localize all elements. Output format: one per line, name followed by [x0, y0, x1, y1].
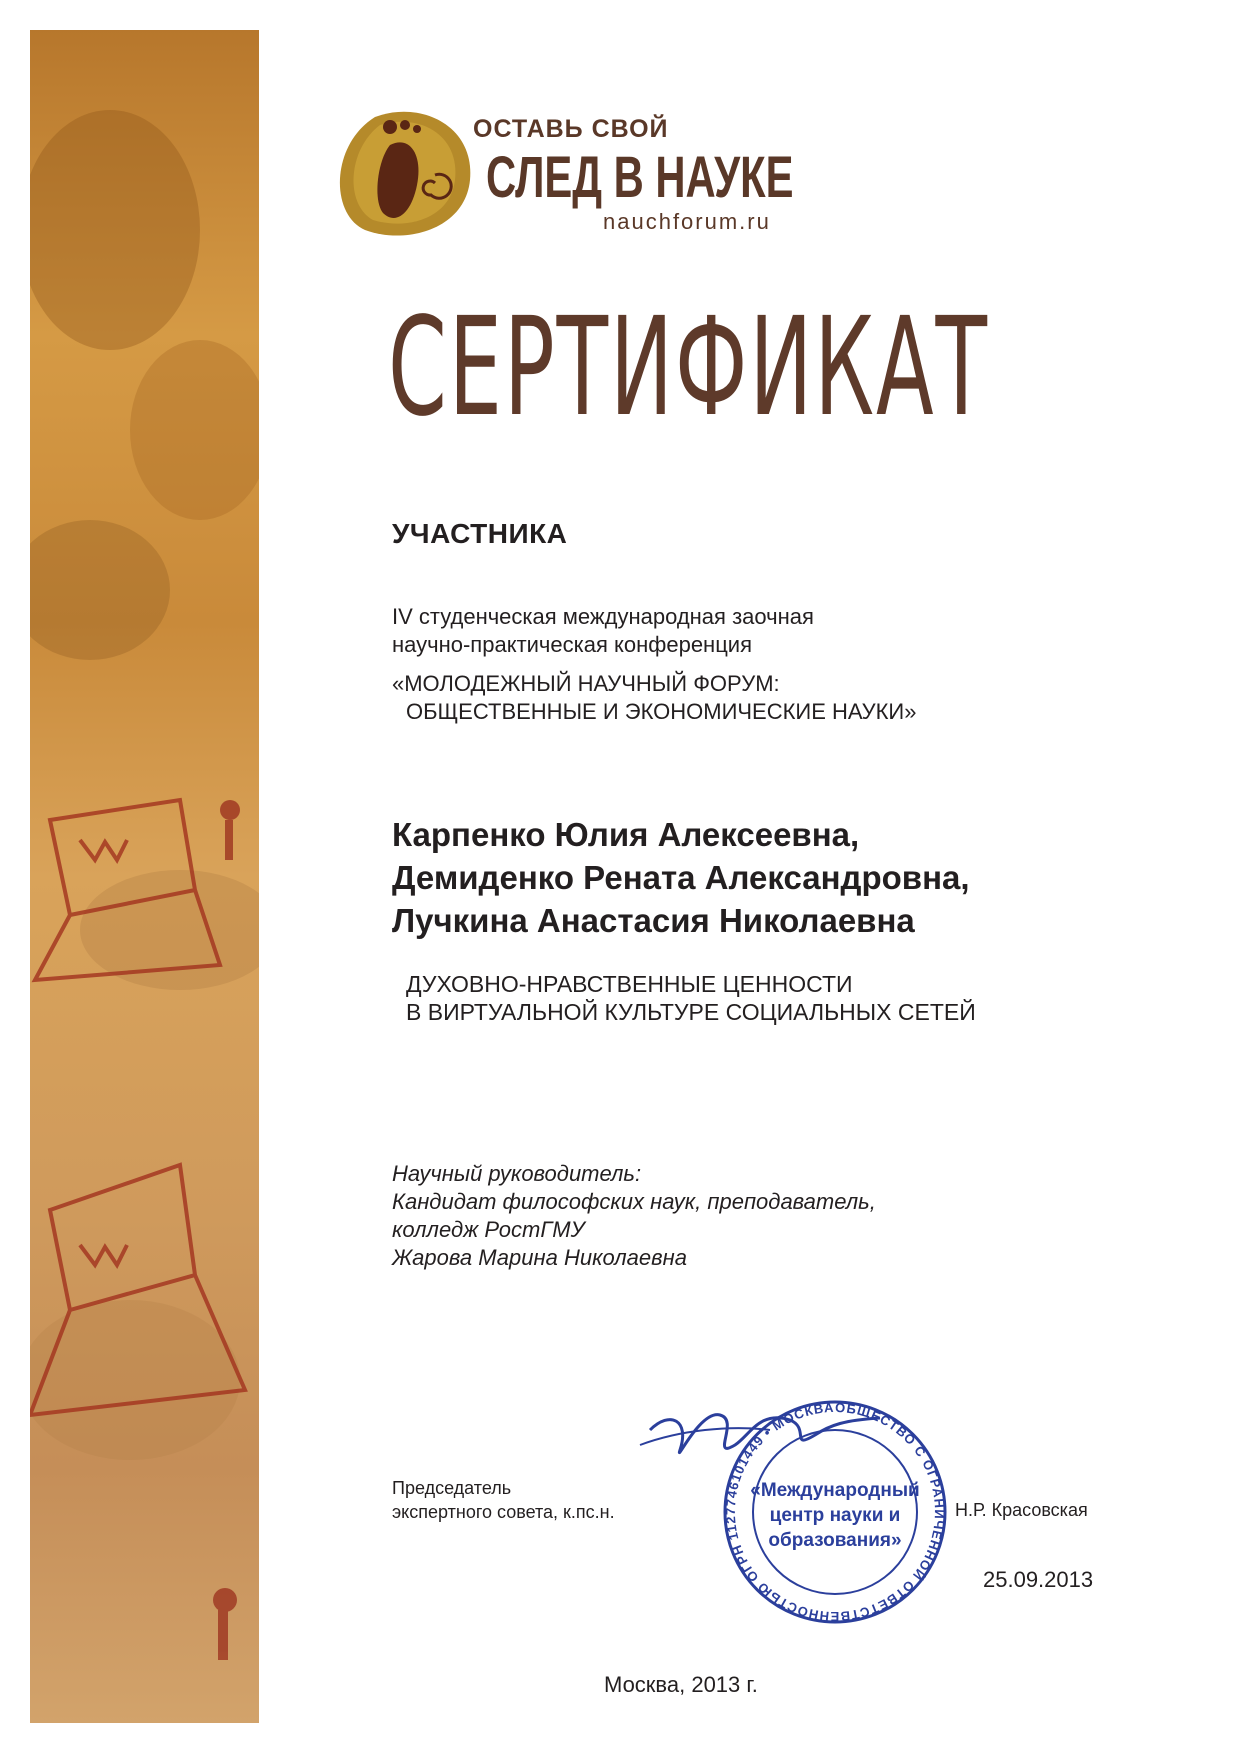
issue-place: Москва, 2013 г. — [604, 1672, 758, 1697]
advisor-label: Научный руководитель: — [392, 1161, 642, 1186]
conference-name-line: «МОЛОДЕЖНЫЙ НАУЧНЫЙ ФОРУМ: — [392, 671, 780, 696]
logo-website: nauchforum.ru — [603, 209, 771, 234]
stamp-line: образования» — [768, 1530, 902, 1551]
footprint-stone-logo-icon — [335, 105, 480, 250]
topic-line: ДУХОВНО-НРАВСТВЕННЫЕ ЦЕННОСТИ — [406, 971, 853, 997]
paper-topic — [406, 970, 976, 1026]
stamp-ring-text: ОБЩЕСТВО С ОГРАНИЧЕННОЙ ОТВЕТСТВЕННОСТЬЮ ОГРН 1127746101449 • МОСКВА • — [637, 1378, 948, 1625]
stamp-line: центр науки и — [769, 1505, 901, 1526]
issue-date: 25.09.2013 — [983, 1567, 1094, 1592]
conference-line: IV студенческая международная заочная — [392, 604, 814, 629]
chair-role-line: экспертного совета, к.пс.н. — [392, 1502, 615, 1522]
advisor-name: Жарова Марина Николаевна — [392, 1245, 687, 1270]
logo-title: СЛЕД В НАУКЕ — [486, 145, 794, 210]
author-name: Демиденко Рената Александровна, — [392, 859, 970, 896]
advisor-affiliation: колледж РостГМУ — [392, 1217, 585, 1242]
conference-name — [392, 670, 916, 726]
certificate-title: СЕРТИФИКАТ — [388, 289, 989, 447]
recipient-role: УЧАСТНИКА — [392, 518, 568, 549]
chair-name: Н.Р. Красовская — [955, 1500, 1088, 1520]
topic-line: В ВИРТУАЛЬНОЙ КУЛЬТУРЕ СОЦИАЛЬНЫХ СЕТЕЙ — [406, 999, 976, 1025]
official-stamp — [637, 1378, 948, 1630]
decorative-side-strip — [30, 30, 259, 1723]
chair-role — [392, 1476, 615, 1524]
author-name: Лучкина Анастасия Николаевна — [392, 902, 915, 939]
stamp-organization — [750, 1478, 920, 1553]
stamp-line: «Международный — [750, 1480, 920, 1501]
conference-line: научно-практическая конференция — [392, 632, 753, 657]
conference-description — [392, 603, 814, 659]
author-name: Карпенко Юлия Алексеевна, — [392, 816, 860, 853]
scientific-advisor — [392, 1160, 876, 1272]
advisor-title: Кандидат философских наук, преподаватель, — [392, 1189, 876, 1214]
conference-name-line: ОБЩЕСТВЕННЫЕ И ЭКОНОМИЧЕСКИЕ НАУКИ» — [406, 699, 917, 724]
chair-role-line: Председатель — [392, 1478, 512, 1498]
logo — [335, 105, 805, 255]
logo-tagline: ОСТАВЬ СВОЙ — [473, 115, 669, 143]
authors-list — [392, 813, 970, 942]
